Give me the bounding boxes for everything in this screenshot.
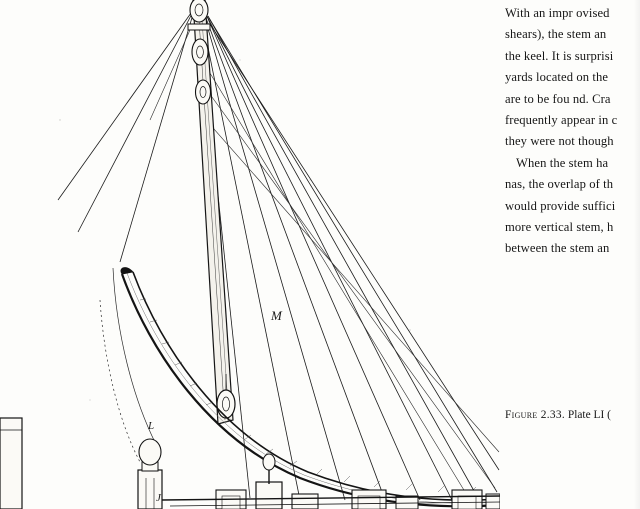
body-line: With an impr ovised xyxy=(505,6,610,20)
figure-caption-text: Plate LI ( xyxy=(567,409,611,421)
figure-label-m: M xyxy=(271,308,283,323)
scan-speckle xyxy=(59,59,410,400)
body-line: are to be fou nd. Cra xyxy=(505,91,611,106)
body-line: between the stem an xyxy=(505,241,610,256)
body-text xyxy=(505,0,640,260)
body-line: shears), the stem an xyxy=(505,27,607,42)
masthead-block xyxy=(188,0,211,104)
yard-hatching xyxy=(140,299,476,493)
body-line: would provide suffici xyxy=(505,198,616,213)
body-line: yards located on the xyxy=(505,70,609,85)
body-line: frequently appear in c xyxy=(505,113,618,128)
figure-label-l: L xyxy=(148,420,155,432)
left-posts xyxy=(0,418,162,509)
deck-structures xyxy=(216,454,500,509)
body-line: nas, the overlap of th xyxy=(505,177,614,192)
body-line: the keel. It is surprisi xyxy=(505,48,614,63)
figure-label-j: J xyxy=(156,492,162,504)
text-column xyxy=(505,0,640,509)
curved-yard xyxy=(121,268,500,507)
figure-caption-label: Figure 2.33. xyxy=(505,409,566,421)
body-line: When the stem ha xyxy=(516,155,609,170)
figure-caption xyxy=(505,409,640,421)
body-line: they were not though xyxy=(505,134,614,149)
body-line: more vertical stem, h xyxy=(505,220,614,235)
rigging-stays xyxy=(58,4,499,500)
deck-line xyxy=(162,496,500,506)
